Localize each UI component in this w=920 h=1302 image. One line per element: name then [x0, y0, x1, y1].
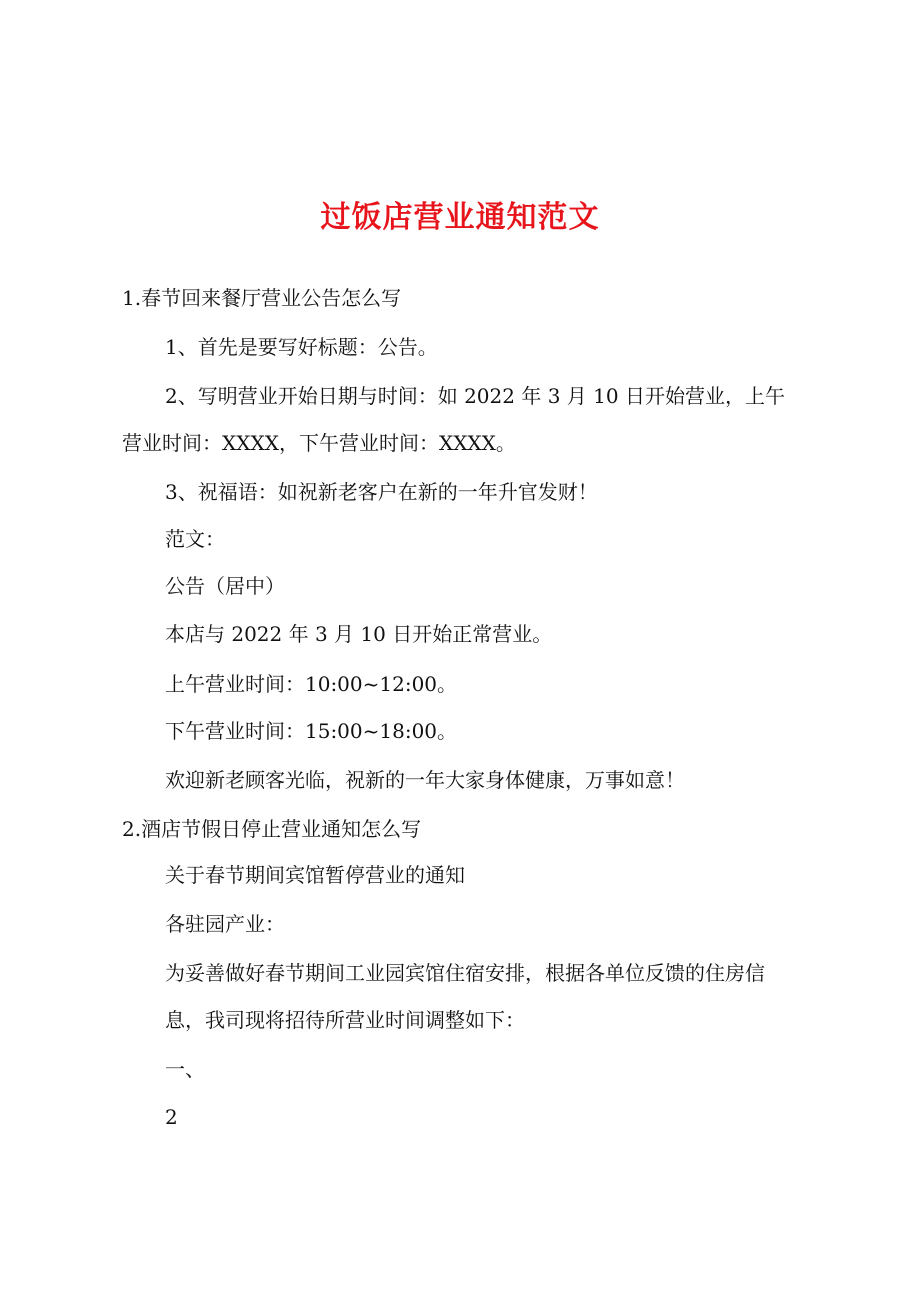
paragraph-line: 为妥善做好春节期间工业园宾馆住宿安排，根据各单位反馈的住房信 — [165, 961, 765, 985]
paragraph-line: 下午营业时间：15:00~18:00。 — [165, 719, 458, 743]
paragraph-line: 息，我司现将招待所营业时间调整如下： — [165, 1008, 525, 1032]
paragraph-line: 上午营业时间：10:00~12:00。 — [165, 672, 458, 696]
section-heading-1: 1.春节回来餐厅营业公告怎么写 — [122, 286, 402, 310]
paragraph-line: 2 — [165, 1105, 178, 1129]
paragraph-line: 3、祝福语：如祝新老客户在新的一年升官发财！ — [165, 480, 598, 504]
paragraph-line: 公告（居中） — [165, 574, 285, 598]
paragraph-line: 关于春节期间宾馆暂停营业的通知 — [165, 863, 465, 887]
paragraph-line: 营业时间：XXXX，下午营业时间：XXXX。 — [122, 431, 516, 455]
document-title: 过饭店营业通知范文 — [320, 200, 600, 235]
paragraph-line: 2、写明营业开始日期与时间：如 2022 年 3 月 10 日开始营业，上午 — [165, 384, 785, 408]
paragraph-line: 1、首先是要写好标题：公告。 — [165, 335, 438, 359]
paragraph-line: 一、 — [165, 1057, 205, 1081]
paragraph-line: 欢迎新老顾客光临，祝新的一年大家身体健康，万事如意！ — [165, 768, 685, 792]
paragraph-line: 各驻园产业： — [165, 912, 285, 936]
paragraph-line: 范文： — [165, 527, 225, 551]
paragraph-line: 本店与 2022 年 3 月 10 日开始正常营业。 — [165, 622, 553, 646]
section-heading-2: 2.酒店节假日停止营业通知怎么写 — [122, 817, 422, 841]
